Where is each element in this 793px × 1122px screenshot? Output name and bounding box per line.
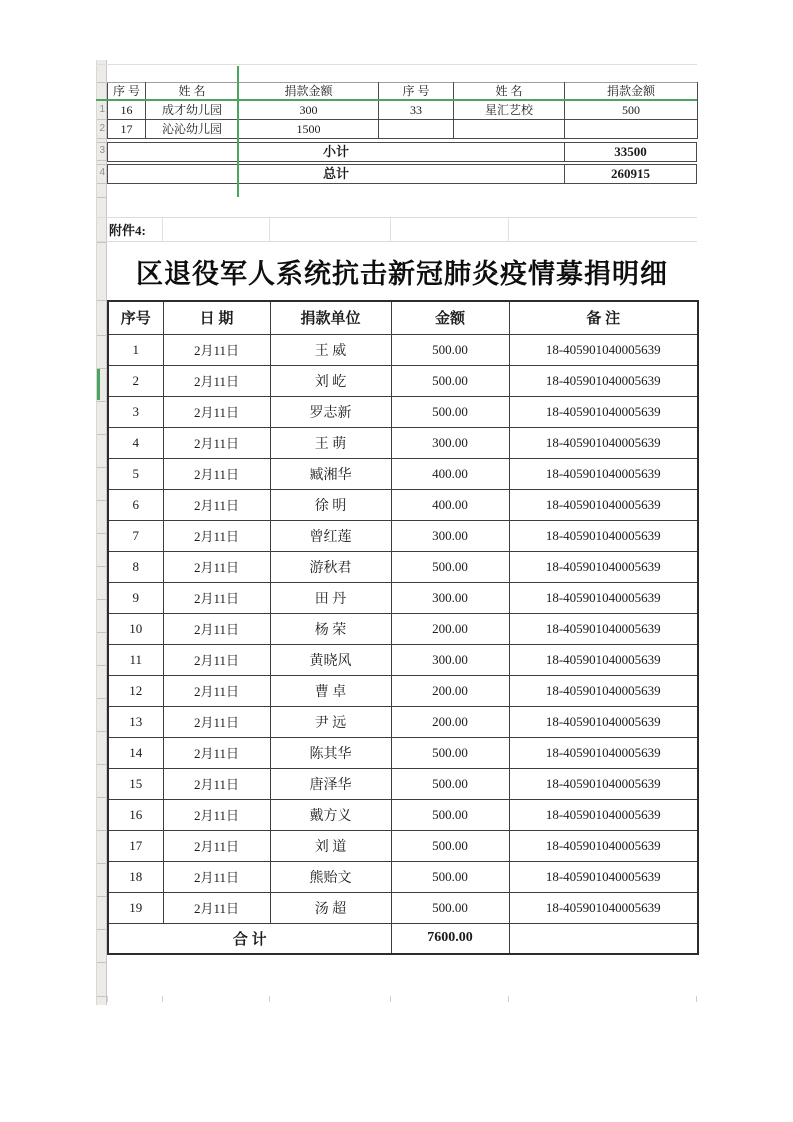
summary-header-cell[interactable]: 捐款金额	[565, 83, 698, 101]
gutter-tick	[97, 863, 106, 864]
cell-amount[interactable]: 200.00	[391, 706, 509, 737]
cell-donor[interactable]: 尹 远	[270, 706, 391, 737]
footer-total-amount[interactable]: 7600.00	[391, 923, 509, 954]
summary-cell[interactable]: 1500	[239, 120, 379, 139]
cell-note[interactable]: 18-405901040005639	[509, 799, 698, 830]
summary-cell[interactable]: 500	[565, 101, 698, 120]
donation-row	[108, 551, 698, 582]
cell-amount[interactable]: 500.00	[391, 551, 509, 582]
gutter-tick	[97, 764, 106, 765]
cell-note[interactable]: 18-405901040005639	[509, 613, 698, 644]
gutter-row-number[interactable]: 3	[99, 145, 105, 156]
gutter-tick	[97, 632, 106, 633]
gutter-row-number[interactable]: 1	[99, 104, 105, 115]
cell-no[interactable]: 8	[108, 551, 163, 582]
cell-donor[interactable]: 王 威	[270, 334, 391, 365]
gutter-tick	[97, 401, 106, 402]
cell-amount[interactable]: 500.00	[391, 365, 509, 396]
donation-header-row	[108, 301, 698, 334]
donation-row	[108, 675, 698, 706]
gutter-tick	[97, 929, 106, 930]
cell-note[interactable]: 18-405901040005639	[509, 396, 698, 427]
gutter-tick	[97, 197, 106, 198]
cell-donor[interactable]: 徐 明	[270, 489, 391, 520]
cell-no[interactable]: 15	[108, 768, 163, 799]
attachment-label[interactable]: 附件4:	[109, 223, 146, 238]
cell-note[interactable]: 18-405901040005639	[509, 365, 698, 396]
summary-cell[interactable]	[379, 120, 454, 139]
donation-footer-row	[108, 923, 698, 954]
donation-row	[108, 706, 698, 737]
donation-row	[108, 427, 698, 458]
cell-date[interactable]: 2月11日	[163, 830, 270, 861]
summary-header-cell[interactable]: 姓 名	[454, 83, 565, 101]
cell-note[interactable]: 18-405901040005639	[509, 892, 698, 923]
cell-donor[interactable]: 王 萌	[270, 427, 391, 458]
gutter-row-number[interactable]: 2	[99, 123, 105, 134]
donation-row	[108, 737, 698, 768]
summary-row	[108, 101, 698, 120]
gutter-tick	[97, 160, 106, 161]
cell-donor[interactable]: 汤 超	[270, 892, 391, 923]
cell-amount[interactable]: 500.00	[391, 799, 509, 830]
donation-row	[108, 830, 698, 861]
row-header-gutter	[96, 60, 107, 1005]
donation-row	[108, 861, 698, 892]
cell-amount[interactable]: 300.00	[391, 582, 509, 613]
cell-date[interactable]: 2月11日	[163, 644, 270, 675]
total-value[interactable]: 260915	[564, 164, 697, 184]
cell-no[interactable]: 10	[108, 613, 163, 644]
cell-amount[interactable]: 200.00	[391, 613, 509, 644]
cell-date[interactable]: 2月11日	[163, 520, 270, 551]
cell-donor[interactable]: 陈其华	[270, 737, 391, 768]
cell-amount[interactable]: 500.00	[391, 768, 509, 799]
cell-no[interactable]: 3	[108, 396, 163, 427]
selection-border-horizontal	[96, 99, 697, 101]
footer-total-label[interactable]: 合 计	[108, 923, 391, 954]
cell-no[interactable]: 5	[108, 458, 163, 489]
donation-row	[108, 892, 698, 923]
donation-header-cell[interactable]: 序号	[108, 301, 163, 334]
cell-date[interactable]: 2月11日	[163, 334, 270, 365]
cell-no[interactable]: 17	[108, 830, 163, 861]
total-label[interactable]: 总计	[107, 164, 564, 184]
gridline-stub	[508, 996, 509, 1002]
cell-date[interactable]: 2月11日	[163, 861, 270, 892]
summary-cell[interactable]: 16	[108, 101, 146, 120]
donation-header-cell[interactable]: 备 注	[509, 301, 698, 334]
gutter-tick	[97, 830, 106, 831]
summary-header-cell[interactable]: 捐款金额	[239, 83, 379, 101]
donation-row	[108, 458, 698, 489]
cell-date[interactable]: 2月11日	[163, 737, 270, 768]
summary-cell[interactable]: 成才幼儿园	[146, 101, 239, 120]
gridline-stub	[107, 996, 108, 1002]
footer-empty-cell[interactable]	[509, 923, 698, 954]
cell-date[interactable]: 2月11日	[163, 768, 270, 799]
gutter-tick	[97, 698, 106, 699]
cell-date[interactable]: 2月11日	[163, 799, 270, 830]
cell-note[interactable]: 18-405901040005639	[509, 861, 698, 892]
donation-row	[108, 365, 698, 396]
donation-table-body	[108, 334, 698, 923]
summary-row	[108, 120, 698, 139]
donation-row	[108, 489, 698, 520]
gutter-row-number[interactable]: 4	[99, 167, 105, 178]
donation-row	[108, 613, 698, 644]
cell-no[interactable]: 6	[108, 489, 163, 520]
cell-amount[interactable]: 400.00	[391, 458, 509, 489]
subtotal-row	[107, 142, 697, 162]
cell-date[interactable]: 2月11日	[163, 706, 270, 737]
donation-row	[108, 644, 698, 675]
cell-donor[interactable]: 游秋君	[270, 551, 391, 582]
cell-date[interactable]: 2月11日	[163, 613, 270, 644]
cell-no[interactable]: 9	[108, 582, 163, 613]
cell-date[interactable]: 2月11日	[163, 458, 270, 489]
gutter-tick	[97, 665, 106, 666]
gutter-tick	[97, 896, 106, 897]
cell-note[interactable]: 18-405901040005639	[509, 706, 698, 737]
cell-donor[interactable]: 黄晓风	[270, 644, 391, 675]
cell-donor[interactable]: 刘 屹	[270, 365, 391, 396]
summary-cell[interactable]: 33	[379, 101, 454, 120]
gutter-tick	[97, 566, 106, 567]
cell-note[interactable]: 18-405901040005639	[509, 644, 698, 675]
gutter-tick	[97, 500, 106, 501]
cell-note[interactable]: 18-405901040005639	[509, 458, 698, 489]
cell-donor[interactable]: 罗志新	[270, 396, 391, 427]
cell-no[interactable]: 19	[108, 892, 163, 923]
gutter-tick	[97, 183, 106, 184]
cell-amount[interactable]: 500.00	[391, 892, 509, 923]
gridline-stub	[269, 996, 270, 1002]
gutter-tick	[97, 300, 106, 301]
cell-note[interactable]: 18-405901040005639	[509, 768, 698, 799]
summary-cell[interactable]: 17	[108, 120, 146, 139]
gridline	[96, 64, 697, 65]
cell-no[interactable]: 4	[108, 427, 163, 458]
cell-no[interactable]: 1	[108, 334, 163, 365]
cell-no[interactable]: 2	[108, 365, 163, 396]
cell-donor[interactable]: 唐泽华	[270, 768, 391, 799]
cell-amount[interactable]: 300.00	[391, 644, 509, 675]
gutter-tick	[97, 467, 106, 468]
cell-donor[interactable]: 刘 道	[270, 830, 391, 861]
summary-header-row	[108, 83, 698, 101]
gutter-tick	[97, 82, 106, 83]
donation-header-cell[interactable]: 捐款单位	[270, 301, 391, 334]
donation-header-cell[interactable]: 金额	[391, 301, 509, 334]
cell-note[interactable]: 18-405901040005639	[509, 489, 698, 520]
donation-table	[107, 300, 699, 955]
cell-note[interactable]: 18-405901040005639	[509, 675, 698, 706]
summary-header-cell[interactable]: 序 号	[379, 83, 454, 101]
cell-no[interactable]: 11	[108, 644, 163, 675]
gutter-tick	[97, 335, 106, 336]
gutter-tick	[97, 138, 106, 139]
cell-note[interactable]: 18-405901040005639	[509, 520, 698, 551]
subtotal-label[interactable]: 小计	[107, 142, 564, 162]
summary-cell[interactable]: 沁沁幼儿园	[146, 120, 239, 139]
donation-row	[108, 799, 698, 830]
cell-amount[interactable]: 500.00	[391, 861, 509, 892]
summary-table	[107, 82, 698, 139]
cell-date[interactable]: 2月11日	[163, 675, 270, 706]
sheet-title[interactable]: 区退役军人系统抗击新冠肺炎疫情募捐明细	[136, 258, 668, 289]
cell-no[interactable]: 7	[108, 520, 163, 551]
donation-header-cell[interactable]: 日 期	[163, 301, 270, 334]
cell-donor[interactable]: 杨 荣	[270, 613, 391, 644]
cell-amount[interactable]: 400.00	[391, 489, 509, 520]
summary-header-cell[interactable]: 序 号	[108, 83, 146, 101]
cell-amount[interactable]: 500.00	[391, 396, 509, 427]
gridline-stub	[390, 996, 391, 1002]
summary-cell[interactable]	[565, 120, 698, 139]
cell-no[interactable]: 14	[108, 737, 163, 768]
cell-amount[interactable]: 500.00	[391, 334, 509, 365]
gridline-row	[96, 217, 697, 242]
cell-amount[interactable]: 300.00	[391, 427, 509, 458]
gutter-tick	[97, 434, 106, 435]
cell-amount[interactable]: 500.00	[391, 737, 509, 768]
summary-cell[interactable]	[454, 120, 565, 139]
gutter-tick	[97, 797, 106, 798]
cell-date[interactable]: 2月11日	[163, 551, 270, 582]
cell-amount[interactable]: 300.00	[391, 520, 509, 551]
cell-note[interactable]: 18-405901040005639	[509, 582, 698, 613]
summary-cell[interactable]: 300	[239, 101, 379, 120]
gridline-stub	[162, 996, 163, 1002]
cell-date[interactable]: 2月11日	[163, 427, 270, 458]
cell-no[interactable]: 13	[108, 706, 163, 737]
cell-amount[interactable]: 200.00	[391, 675, 509, 706]
gutter-tick	[97, 731, 106, 732]
cell-date[interactable]: 2月11日	[163, 396, 270, 427]
gutter-tick	[97, 533, 106, 534]
cell-date[interactable]: 2月11日	[163, 365, 270, 396]
cell-donor[interactable]: 臧湘华	[270, 458, 391, 489]
active-row-indicator	[97, 369, 100, 400]
cell-donor[interactable]: 曾红莲	[270, 520, 391, 551]
top-table-body	[108, 101, 698, 139]
cell-amount[interactable]: 500.00	[391, 830, 509, 861]
cell-donor[interactable]: 戴方义	[270, 799, 391, 830]
cell-donor[interactable]: 曹 卓	[270, 675, 391, 706]
cell-donor[interactable]: 田 丹	[270, 582, 391, 613]
cell-no[interactable]: 18	[108, 861, 163, 892]
selection-border-vertical	[237, 66, 239, 197]
donation-row	[108, 334, 698, 365]
cell-note[interactable]: 18-405901040005639	[509, 334, 698, 365]
gutter-tick	[97, 242, 106, 243]
donation-row	[108, 396, 698, 427]
cell-date[interactable]: 2月11日	[163, 582, 270, 613]
cell-date[interactable]: 2月11日	[163, 489, 270, 520]
cell-no[interactable]: 12	[108, 675, 163, 706]
total-row	[107, 164, 697, 184]
gutter-tick	[97, 996, 106, 997]
cell-note[interactable]: 18-405901040005639	[509, 737, 698, 768]
summary-header-cell[interactable]: 姓 名	[146, 83, 239, 101]
cell-donor[interactable]: 熊贻文	[270, 861, 391, 892]
donation-row	[108, 768, 698, 799]
cell-note[interactable]: 18-405901040005639	[509, 830, 698, 861]
cell-note[interactable]: 18-405901040005639	[509, 551, 698, 582]
summary-cell[interactable]: 星汇艺校	[454, 101, 565, 120]
gridline-stub	[696, 996, 697, 1002]
donation-row	[108, 582, 698, 613]
cell-date[interactable]: 2月11日	[163, 892, 270, 923]
cell-no[interactable]: 16	[108, 799, 163, 830]
subtotal-value[interactable]: 33500	[564, 142, 697, 162]
cell-note[interactable]: 18-405901040005639	[509, 427, 698, 458]
gutter-tick	[97, 599, 106, 600]
donation-row	[108, 520, 698, 551]
gutter-tick	[97, 962, 106, 963]
